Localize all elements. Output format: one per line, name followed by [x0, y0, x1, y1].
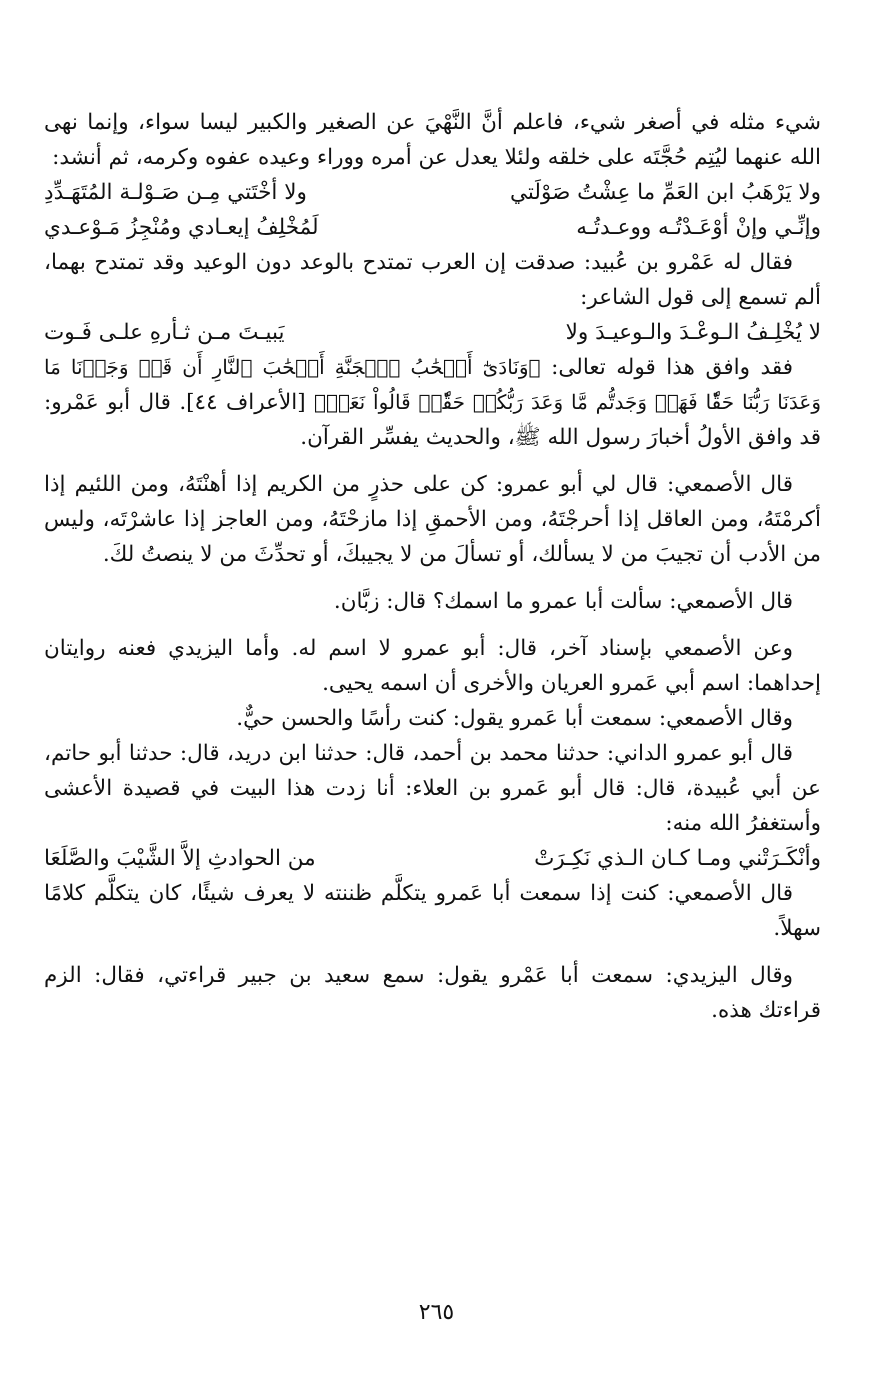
verse-3-first-hemistich: لا يُخْلِـفُ الـوعْـدَ والـوعيـدَ ولا	[565, 320, 821, 345]
paragraph-yazidi-reading: وقال اليزيدي: سمعت أبا عَمْرو يقول: سمع سعيد بن جبير قراءتي، فقال: الزم قراءتك هذه.	[44, 963, 821, 1023]
paragraph-dani-isnad: قال أبو عمرو الداني: حدثنا محمد بن أحمد، قال: حدثنا ابن دريد، قال: حدثنا أبو حاتم، عن أبي عُبيدة، قال: قال أبو عَمرو بن العلاء: أنا زدت هذا البيت في قصيدة الأعشى وأستغفرُ الله منه:	[44, 741, 821, 836]
paragraph-opening: شيء مثله في أصغر شيء، فاعلم أنَّ النَّهْيَ عن الصغير والكبير ليسا سواء، وإنما نهى الله عنهما ليُتِم حُجَّتَه على خلقه ولئلا يعدل عن أمره ووراء وعيده عفوه وكرمه، ثم أنشد:	[44, 110, 821, 170]
page-number: ٢٦٥	[418, 1300, 455, 1325]
page-body	[44, 105, 821, 1028]
paragraph-quran	[44, 350, 821, 455]
verse-4-second-hemistich: من الحوادثِ إلاَّ الشَّيْبَ والصَّلَعَا	[44, 846, 316, 871]
quran-intro: فقد وافق هذا قوله تعالى:	[551, 355, 793, 380]
paragraph-easy-speech: قال الأصمعي: كنت إذا سمعت أبا عَمرو يتكلَّم ظننته لا يعرف شيئًا، كان يتكلَّم كلامًا سهلاً.	[44, 881, 821, 941]
verse-4	[44, 841, 821, 876]
verse-1-second-hemistich: ولا أخْتَتي مِـن صَـوْلـة المُتَهَـدِّدِ	[44, 180, 307, 205]
paragraph-name-question: قال الأصمعي: سألت أبا عمرو ما اسمك؟ قال: زبَّان.	[333, 589, 793, 614]
verse-1-first-hemistich: ولا يَرْهَبُ ابن العَمِّ ما عِشْتُ صَوْلَتي	[510, 180, 821, 205]
verse-3	[44, 315, 821, 350]
verse-2	[44, 210, 821, 245]
paragraph-amr-reply: فقال له عَمْرو بن عُبيد: صدقت إن العرب تمتدح بالوعد دون الوعيد وقد تمتدح بهما، ألم تسمع إلى قول الشاعر:	[44, 250, 821, 310]
verse-2-first-hemistich: وإنِّـي وإنْ أوْعَـدْتُـه ووعـدتُـه	[576, 215, 821, 240]
quran-continuation: قال أبو عَمْرو: قد وافق الأولُ أخبارَ رسول الله ﷺ، والحديث يفسِّر القرآن.	[44, 390, 821, 450]
paragraph-asmai-advice: قال الأصمعي: قال لي أبو عمرو: كن على حذرٍ من الكريم إذا أهنْتَهُ، ومن اللئيم إذا أكرمْتَهُ، ومن العاقل إذا أحرجْتَهُ، ومن الأحمقِ إذا مازحْتَهُ، ومن العاجز إذا عاشرْتَه، وليس من الأدب أن تجيبَ من لا يسألك، أو تسألَ من لا يجيبكَ، أو تحدِّثَ من لا ينصتُ لكَ.	[44, 472, 821, 567]
quran-reference: [الأعراف ٤٤].	[179, 390, 306, 415]
verse-2-second-hemistich: لَمُخْلِفُ إيعـادي ومُنْجِزُ مَـوْعـدي	[44, 215, 319, 240]
paragraph-hasan: وقال الأصمعي: سمعت أبا عَمرو يقول: كنت رأسًا والحسن حيٌّ.	[236, 706, 793, 731]
verse-1	[44, 175, 821, 210]
verse-4-first-hemistich: وأنْكَـرَتْني ومـا كـان الـذي نَكِـرَتْ	[534, 846, 821, 871]
verse-3-second-hemistich: يَبيـتَ مـن ثـأرهِ علـى فَـوت	[44, 320, 285, 345]
paragraph-no-name: وعن الأصمعي بإسناد آخر، قال: أبو عمرو لا اسم له. وأما اليزيدي فعنه روايتان إحداهما: اسم أبي عَمرو العريان والأخرى أن اسمه يحيى.	[44, 636, 821, 696]
quran-verse: ﴿وَنَادَىٰٓ أَصۡحَٰبُ ٱلۡجَنَّةِ أَصۡحَٰبَ ٱلنَّارِ أَن قَدۡ وَجَدۡنَا مَا وَعَدَنَا رَبُّنَا حَقّٗا فَهَلۡ وَجَدتُّم مَّا وَعَدَ رَبُّكُمۡ حَقّٗاۖ قَالُواْ نَعَمۡ﴾	[44, 355, 821, 414]
